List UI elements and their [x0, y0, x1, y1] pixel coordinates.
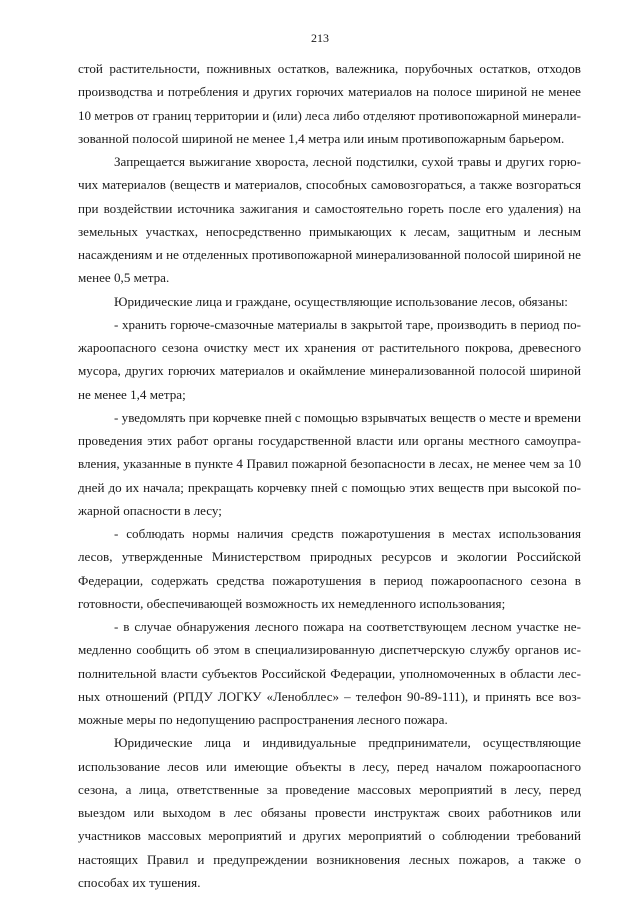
list-item-firefighting-equipment: - соблюдать нормы наличия средств пожаротушения в местах использования лесов, утвержденные Министерством природных ресурсов и экологии Российской Федерации, содержать средства пожаротушения в период пожароопасного сезона в готовности, обеспечивающей возможность их немедленного использования;: [78, 526, 581, 611]
list-item-fire-report: - в случае обнаружения лесного пожара на соответствующем лесном участке немедленно сообщить об этом в специализированную диспетчерскую службу органов исполнительной власти субъектов Российской Федерации, уполномоченных в области лесных отношений (РПДУ ЛОГКУ «Ленобллес» – телефон 90-89-111), и принять все возможные меры по недопущению распространения лесного пожара.: [78, 619, 581, 727]
document-body: [78, 57, 581, 894]
paragraph-continuation: стой растительности, пожнивных остатков, валежника, порубочных остатков, отходов производства и потребления и других горючих материалов на полосе шириной не менее 10 метров от границ территории и (или) леса либо отделяют противопожарной минерализованной полосой шириной не менее 1,4 метра или иным противопожарным барьером.: [78, 61, 581, 146]
list-item-stump-removal: - уведомлять при корчевке пней с помощью взрывчатых веществ о месте и времени проведения этих работ органы государственной власти или органы местного самоуправления, указанные в пункте 4 Правил пожарной безопасности в лесах, не менее чем за 10 дней до их начала; прекращать корчевку пней с помощью этих веществ при высокой пожарной опасности в лесу;: [78, 409, 581, 518]
paragraph-burning-ban: Запрещается выжигание хвороста, лесной подстилки, сухой травы и других горючих материалов (веществ и материалов, способных самовозгораться, а также возгораться при воздействии источника зажигания и самостоятельно гореть после его удаления) на земельных участках, непосредственно примыкающих к лесам, защитным и лесным насаждениям и не отделенных противопожарной минерализованной полосой шириной не менее 0,5 метра.: [78, 154, 581, 286]
paragraph-safety-briefing: Юридические лица и индивидуальные предприниматели, осуществляющие использование лесов или имеющие объекты в лесу, перед началом пожароопасного сезона, а лица, ответственные за проведение массовых мероприятий в лесу, перед выездом или выходом в лес обязаны провести инструктаж своих работников или участников массовых мероприятий и других мероприятий о соблюдении требований настоящих Правил и предупреждении возникновения лесных пожаров, а также о способах их тушения.: [78, 735, 581, 890]
paragraph-obligations-intro: Юридические лица и граждане, осуществляющие использование лесов, обязаны:: [114, 293, 568, 309]
list-item-fuel-storage: - хранить горюче-смазочные материалы в закрытой таре, производить в период пожароопасного сезона очистку мест их хранения от растительного покрова, древесного мусора, других горючих материалов и окаймление минерализованной полосой шириной не менее 1,4 метра;: [78, 316, 581, 402]
page-number: 213: [311, 31, 329, 45]
